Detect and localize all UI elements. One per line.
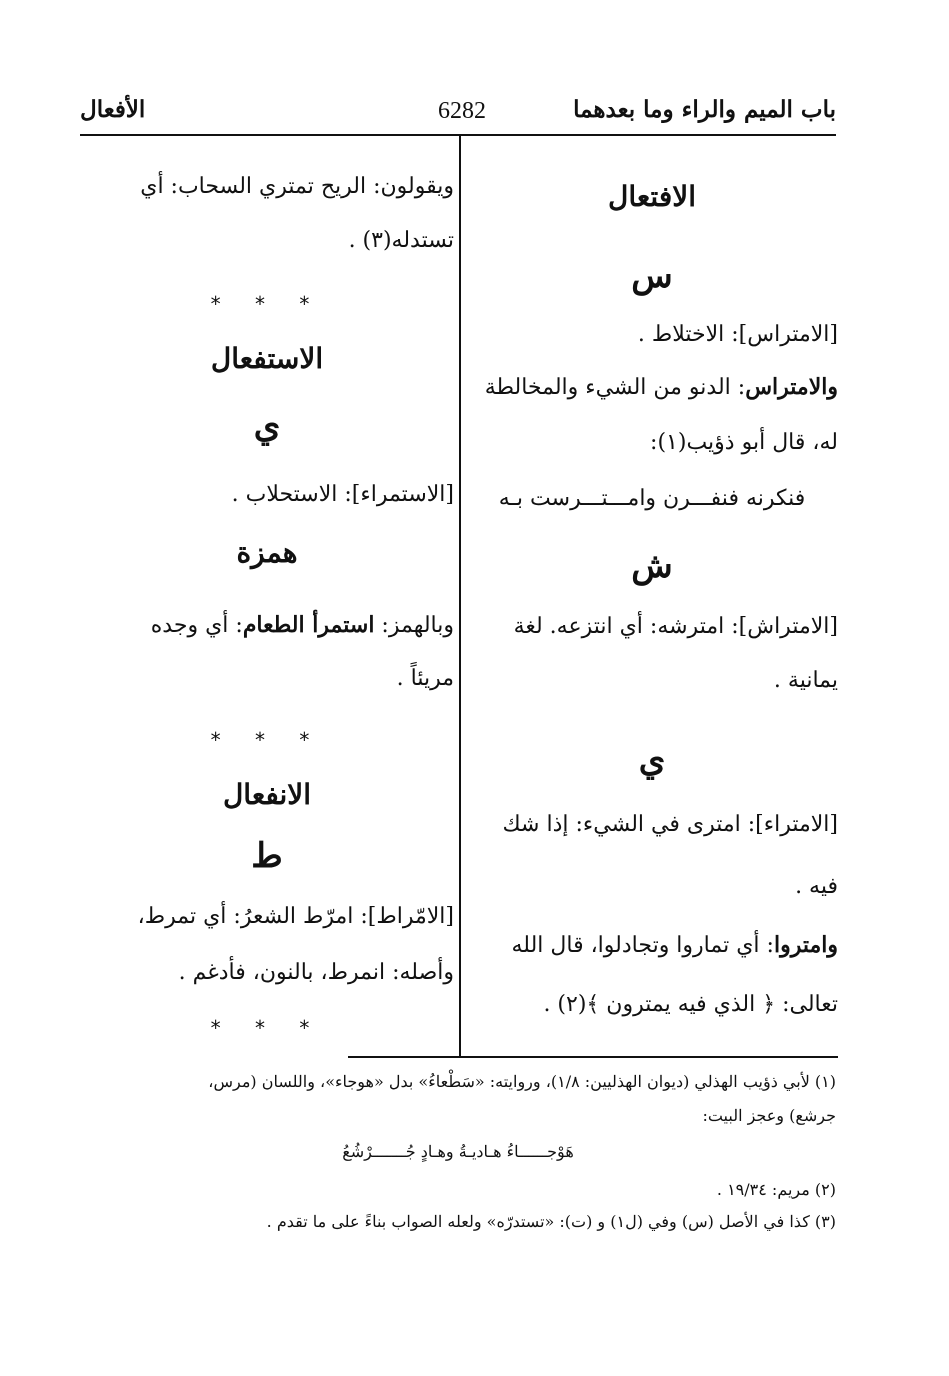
entry-imtiras-definition bbox=[466, 374, 838, 401]
letter-heading-ya: ي bbox=[253, 406, 281, 446]
entry-imtiras-quote: له، قال أبو ذؤيب(١): bbox=[650, 430, 838, 455]
entry-imtira: [الامتراء]: امترى في الشيء: إذا شك bbox=[502, 812, 838, 837]
chapter-title: باب الميم والراء وما بعدهما bbox=[573, 96, 836, 123]
entry-imtirash-cont: يمانية . bbox=[773, 668, 838, 693]
entry-istimra: [الاستمراء]: الاستحلاب . bbox=[231, 482, 454, 507]
quran-quote: تعالى: ﴿ الذي فيه يمترون ﴾(٢) . bbox=[543, 992, 838, 1017]
letter-heading-shin: ش bbox=[631, 546, 673, 586]
entry-istamra-a bbox=[80, 612, 454, 639]
letter-heading-sin: س bbox=[631, 256, 673, 296]
definition-text: : الدنو من الشيء والمخالطة bbox=[484, 375, 746, 400]
separator-stars: * * * bbox=[210, 292, 324, 316]
footnote-1-verse: هَوْجــــــاءُ هـاديـةُ وهـادٍ جُـــــــرْشُعُ bbox=[342, 1142, 574, 1161]
term-istamra-a: استمرأ الطعام bbox=[242, 612, 375, 638]
poetry-verse: فنكرنه فنفـــرن وامـــتـــرست بـه bbox=[498, 486, 806, 511]
separator-stars: * * * bbox=[210, 1016, 324, 1040]
page-number: 6282 bbox=[438, 98, 486, 124]
letter-heading-ya: ي bbox=[638, 740, 666, 780]
left-column bbox=[80, 136, 454, 1056]
section-title-ifti-al: الافتعال bbox=[608, 180, 696, 213]
entry-imtirash: [الامتراش]: امترشه: أي انتزعه. لغة bbox=[513, 614, 838, 639]
footnote-rule bbox=[348, 1056, 838, 1058]
section-title-infi-al: الانفعال bbox=[222, 778, 312, 811]
definition-text: : أي وجده bbox=[150, 613, 243, 638]
entry-istamra-a-cont: مريئاً . bbox=[396, 666, 454, 691]
section-running-title: الأفعال bbox=[80, 96, 146, 123]
entry-imtaru bbox=[466, 932, 838, 959]
entry-immirat-cont: وأصله: انمرط، بالنون، فأدغم . bbox=[178, 960, 454, 985]
page-header bbox=[80, 96, 836, 132]
entry-tamtari: ويقولون: الريح تمتري السحاب: أي bbox=[140, 174, 454, 199]
entry-immirat: [الامّراط]: امرّط الشعرُ: أي تمرط، bbox=[137, 904, 454, 929]
entry-imtira-cont: فيه . bbox=[795, 874, 838, 899]
footnote-2: (٢) مريم: ١٩/٣٤ . bbox=[716, 1180, 836, 1199]
right-column bbox=[466, 136, 838, 1056]
term-imtiras: والامتراس bbox=[745, 374, 838, 400]
section-title-istif-al: الاستفعال bbox=[210, 342, 324, 375]
definition-text: : أي تماروا وتجادلوا، قال الله bbox=[511, 933, 774, 958]
hamza-heading: همزة bbox=[236, 536, 298, 569]
column-divider bbox=[459, 136, 461, 1056]
entry-prefix: وبالهمز: bbox=[374, 613, 454, 638]
letter-heading-ta: ط bbox=[251, 836, 283, 876]
separator-stars: * * * bbox=[210, 728, 324, 752]
entry-imtiras: [الامتراس]: الاختلاط . bbox=[637, 322, 838, 347]
footnote-3: (٣) كذا في الأصل (س) وفي (ل١) و (ت): «تستدرّه» ولعله الصواب بناءً على ما تقدم . bbox=[266, 1212, 836, 1231]
term-imtaru: وامتروا bbox=[773, 932, 838, 958]
footnote-1: (١) لأبي ذؤيب الهذلي (ديوان الهذليين: ١/٨)، وروايته: «سَطْعاءُ» بدل «هوجاء»، واللسان (مرس، bbox=[208, 1072, 836, 1091]
footnote-1-cont: جرشع) وعجز البيت: bbox=[702, 1106, 836, 1125]
entry-tamtari-cont: تستدله(٣) . bbox=[348, 228, 454, 253]
